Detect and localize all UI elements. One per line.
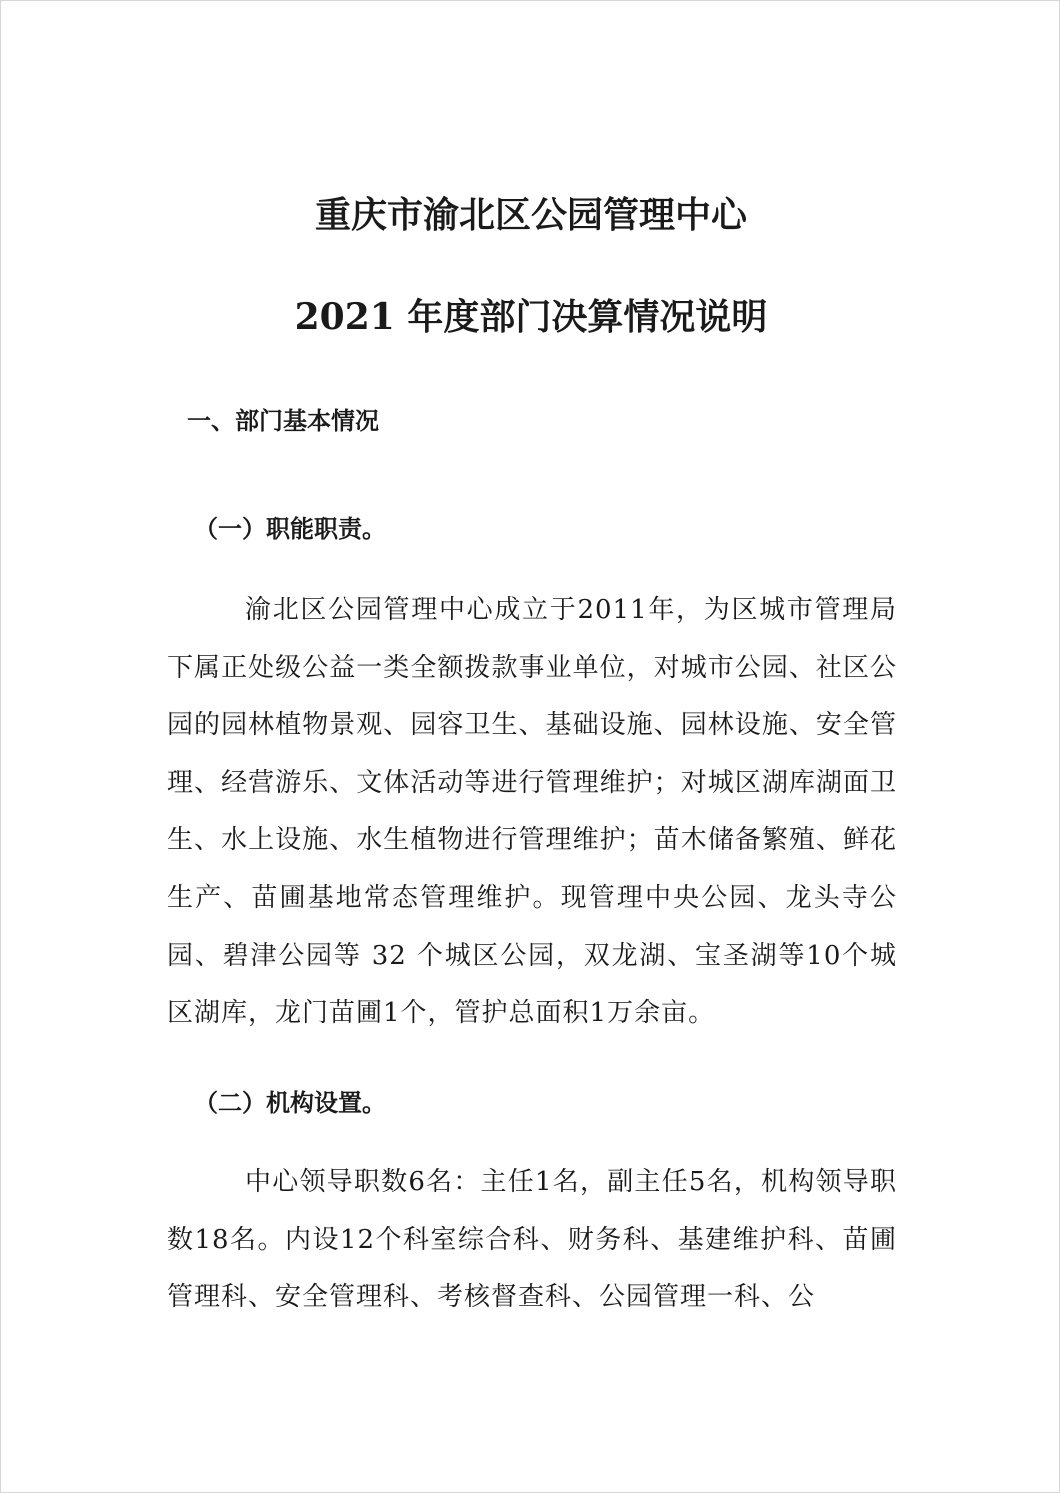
paragraph-functions: 渝北区公园管理中心成立于2011年，为区城市管理局下属正处级公益一类全额拨款事业单位，对城市公园、社区公园的园林植物景观、园容卫生、基础设施、园林设施、安全管理、经营游乐、文体活动等进行管理维护；对城区湖库湖面卫生、水上设施、水生植物进行管理维护；苗木储备繁殖、鲜花生产、苗圃基地常态管理维护。现管理中央公园、龙头寺公园、碧津公园等 32 个城区公园，双龙湖、宝圣湖等10个城区湖库，龙门苗圃1个，管护总面积1万余亩。 [167, 595, 897, 1029]
section-heading-department-overview: 一、部门基本情况 [187, 406, 379, 435]
document-title-line-1: 重庆市渝北区公园管理中心 [314, 194, 747, 236]
subsection-heading-functions: （一）职能职责。 [194, 514, 386, 543]
paragraph-organization: 中心领导职数6名：主任1名，副主任5名，机构领导职数18名。内设12个科室综合科、财务科、基建维护科、苗圃管理科、安全管理科、考核督查科、公园管理一科、公 [167, 1167, 897, 1313]
document-title-line-2: 2021 年度部门决算情况说明 [294, 296, 768, 338]
subsection-heading-organization: （二）机构设置。 [194, 1088, 386, 1117]
